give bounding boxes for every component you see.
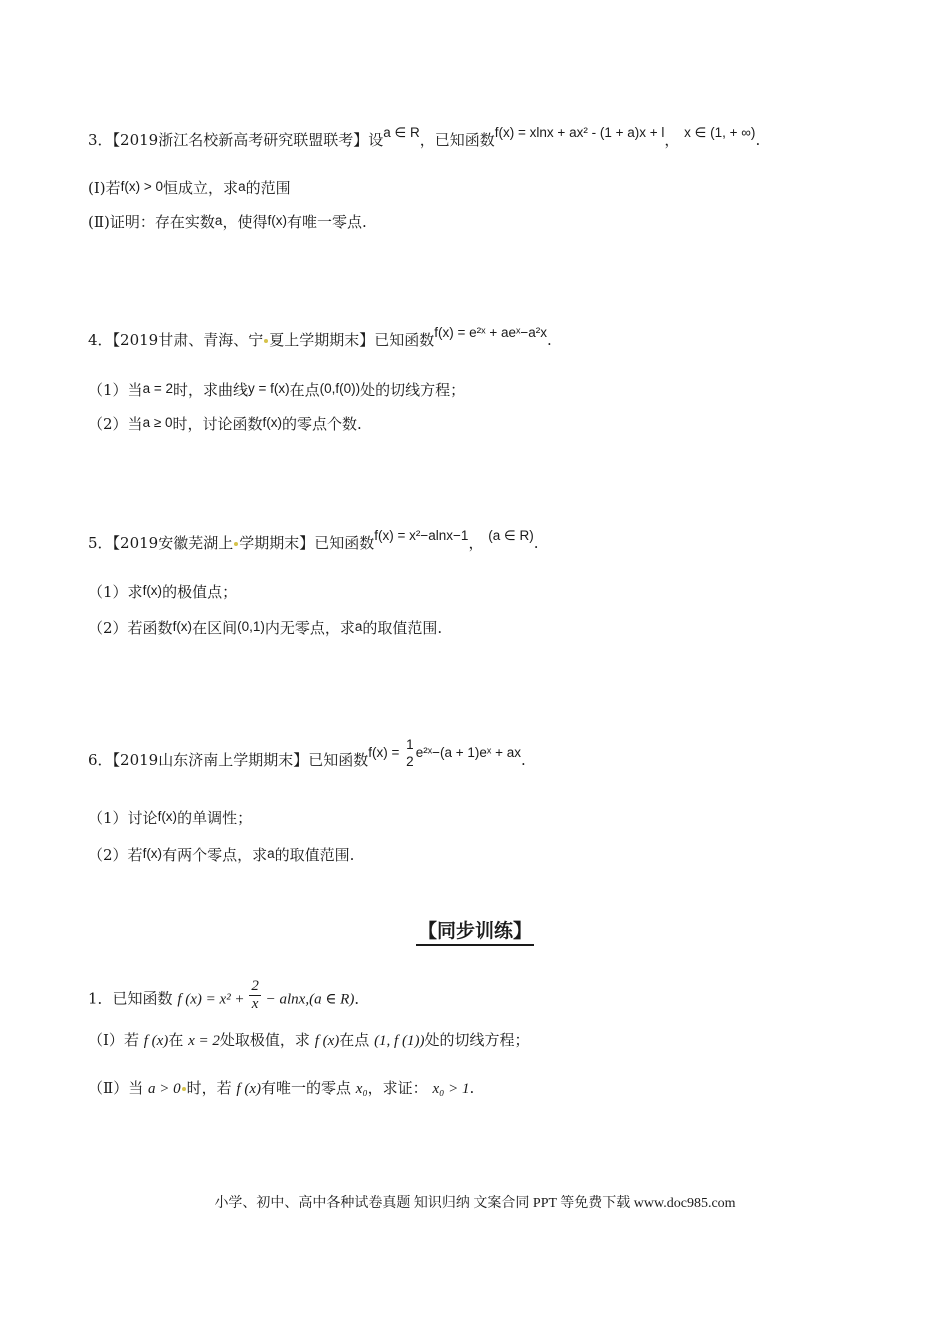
problem-5-part-1: （1）求f(x)的极值点； bbox=[88, 583, 238, 601]
marker-dot bbox=[234, 542, 238, 546]
problem-5-formula: f(x) = x²−alnx−1 bbox=[374, 528, 469, 543]
problem-6-part-2: （2）若f(x)有两个零点，求a的取值范围. bbox=[88, 846, 355, 864]
problem-5-domain: (a ∈ R) bbox=[488, 528, 534, 543]
math-var: a ∈ R bbox=[383, 125, 420, 140]
problem-3-part-2: (Ⅱ)证明：存在实数a，使得f(x)有唯一零点. bbox=[88, 213, 367, 231]
problem-4-formula: f(x) = e²ˣ + aeˣ−a²x bbox=[434, 325, 548, 340]
problem-6-formula-lhs: f(x) = bbox=[368, 745, 400, 760]
problem-5-source: 【2019安徽芜湖上 学期期末】 bbox=[112, 534, 315, 552]
problem-3-formula: f(x) = xlnx + ax² - (1 + a)x + l bbox=[494, 125, 665, 140]
training-1-formula-a: f (x) = x² + bbox=[177, 991, 245, 1008]
training-1-part-2: （Ⅱ）当 a > 0 时，若 f (x)有唯一的零点 x₀，求证： x₀ > 1. bbox=[88, 1079, 475, 1097]
problem-6-source: 【2019山东济南上学期期末】 bbox=[112, 751, 309, 769]
problem-4-source: 【2019甘肃、青海、宁 夏上学期期末】 bbox=[112, 331, 375, 349]
problem-4-stem: 4．【2019甘肃、青海、宁 夏上学期期末】已知函数f(x) = e²ˣ + aeˣ−a²x. bbox=[88, 325, 552, 349]
training-1-formula-b: − alnx,(a ∈ R) bbox=[265, 991, 355, 1008]
problem-5-part-2: （2）若函数f(x)在区间(0,1)内无零点，求a的取值范围. bbox=[88, 619, 443, 637]
problem-3-stem: 3．【2019浙江名校新高考研究联盟联考】设a ∈ R，已知函数f(x) = xlnx + ax² - (1 + a)x + l， x ∈ (1, + ∞). bbox=[88, 125, 761, 149]
training-1-stem: 1．已知函数 f (x) = x² + $\frac{2}{x}$ − alnx,(a ∈ R)． bbox=[88, 978, 370, 1012]
section-heading: 【同步训练】 bbox=[0, 916, 950, 943]
problem-6-formula-rhs: e²ˣ−(a + 1)eˣ + ax bbox=[415, 745, 521, 760]
marker-dot bbox=[182, 1087, 186, 1091]
problem-6-stem: 6．【2019山东济南上学期期末】已知函数f(x) = 1 2 e²ˣ−(a + 1)eˣ + ax. bbox=[88, 737, 526, 769]
problem-3-source: 【2019浙江名校新高考研究联盟联考】 bbox=[112, 131, 369, 149]
problem-3-domain: x ∈ (1, + ∞) bbox=[684, 125, 756, 140]
problem-4-part-2: （2）当a ≥ 0时，讨论函数f(x)的零点个数. bbox=[88, 415, 362, 433]
page-footer: 小学、初中、高中各种试卷真题 知识归纳 文案合同 PPT 等免费下载 www.doc985.com bbox=[214, 1196, 736, 1211]
problem-5-stem: 5．【2019安徽芜湖上 学期期末】已知函数f(x) = x²−alnx−1， (a ∈ R). bbox=[88, 528, 539, 552]
marker-dot bbox=[264, 339, 268, 343]
problem-6-part-1: （1）讨论f(x)的单调性； bbox=[88, 809, 253, 827]
fraction-one-half: 1 2 bbox=[406, 737, 414, 769]
training-1-part-1: （Ⅰ）若 f (x)在 x = 2处取极值，求 f (x)在点 (1, f (1))处的切线方程； bbox=[88, 1031, 530, 1049]
problem-4-part-1: （1）当a = 2时，求曲线y = f(x)在点(0,f(0))处的切线方程； bbox=[88, 381, 466, 399]
problem-3-part-1: (Ⅰ)若f(x) > 0恒成立，求a的范围 bbox=[88, 179, 291, 197]
fraction-two-over-x: $\frac{2}{x}$ bbox=[251, 978, 259, 1012]
